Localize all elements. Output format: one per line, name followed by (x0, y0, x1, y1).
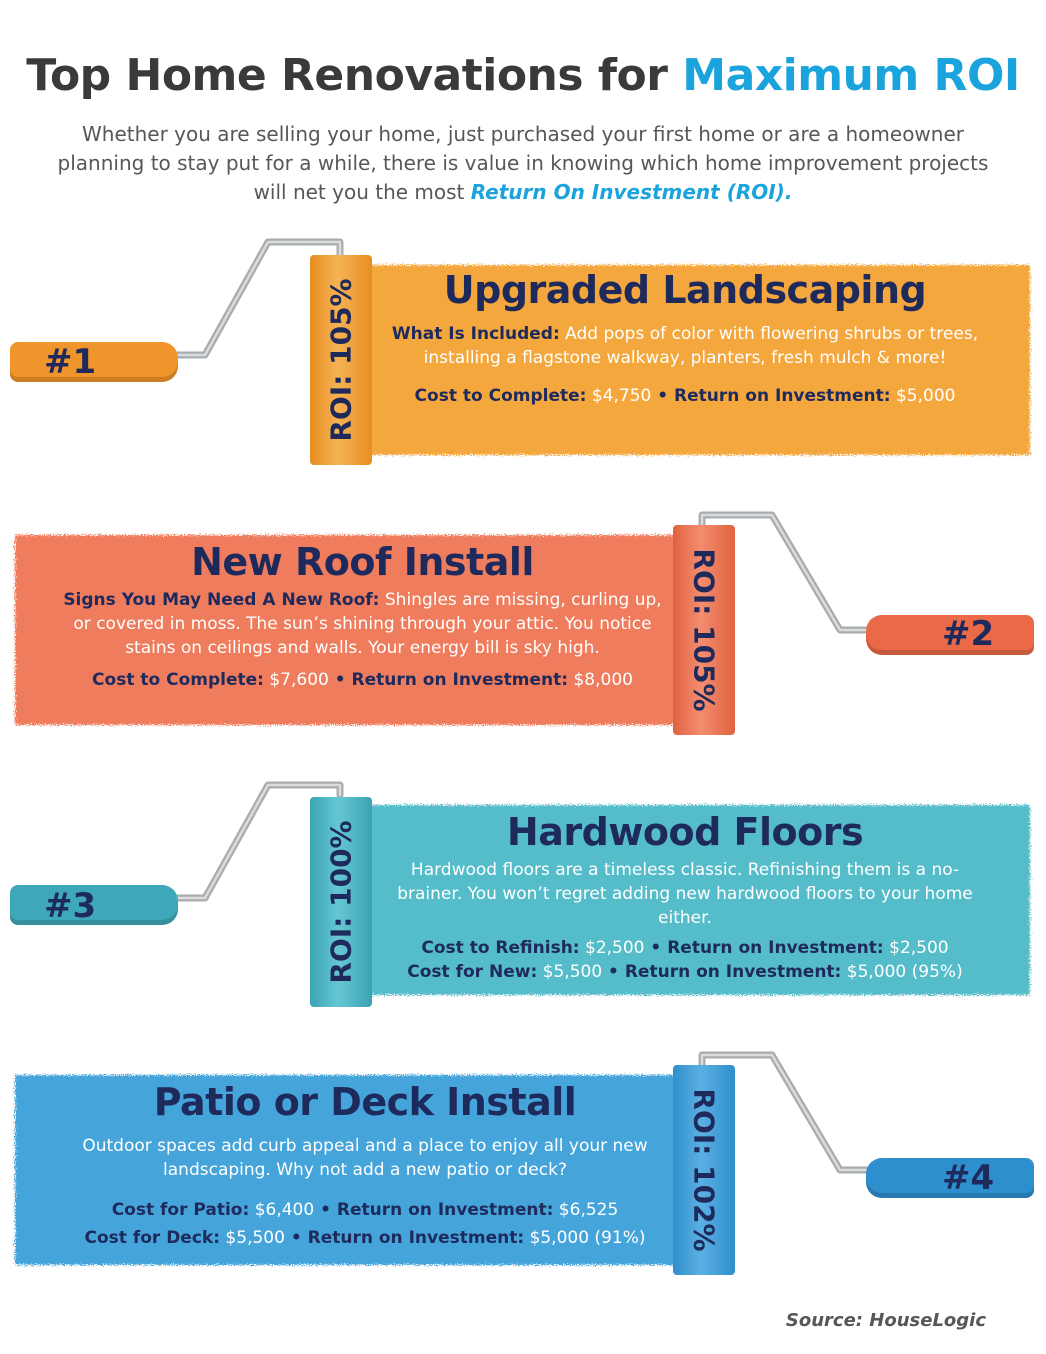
rank-label-2: #2 (942, 614, 995, 654)
description-text: Outdoor spaces add curb appeal and a place to enjoy all your new landscaping. Why not add a new patio or deck? (82, 1136, 648, 1180)
source-credit: Source: HouseLogic (785, 1310, 986, 1331)
description-text: Hardwood floors are a timeless classic. Refinishing them is a no-brainer. You won’t regret adding new hardwood floors to your home either. (397, 860, 973, 928)
cost-line: Cost for New: $5,500 • Return on Investment: $5,000 (95%) (407, 962, 963, 982)
card-description (60, 588, 665, 660)
intro-text: Whether you are selling your home, just purchased your first home or are a homeowner planning to stay put for a while, there is value in knowing which home improvement projects will net you the most (57, 122, 989, 204)
cost-line: Cost to Complete: $4,750 • Return on Investment: $5,000 (414, 386, 956, 406)
description-text: Add pops of color with flowering shrubs or trees, installing a flagstone walkway, planters, fresh mulch & more! (423, 324, 979, 368)
cost-line: Cost for Patio: $6,400 • Return on Investment: $6,525 (111, 1200, 619, 1220)
card-description (385, 322, 985, 370)
roi-label-1: ROI: 105% (324, 278, 358, 442)
title-accent: Maximum ROI (682, 50, 1020, 101)
roi-label-3: ROI: 100% (324, 820, 358, 984)
cost-line: Cost for Deck: $5,500 • Return on Investment: $5,000 (91%) (84, 1228, 646, 1248)
title-main: Top Home Renovations for (26, 50, 683, 101)
card-title: New Roof Install (191, 540, 534, 584)
roi-label-2: ROI: 105% (687, 548, 721, 712)
description-text: Shingles are missing, curling up, or covered in moss. The sun’s shining through your attic. You notice stains on ceilings and walls. Your energy bill is sky high. (73, 590, 662, 658)
roller-3 (310, 797, 372, 1007)
card-title: Upgraded Landscaping (443, 268, 927, 312)
cost-line: Cost to Refinish: $2,500 • Return on Investment: $2,500 (421, 938, 949, 958)
description-label: What Is Included: (391, 324, 560, 344)
card-roof (60, 540, 665, 692)
intro-accent: Return On Investment (ROI). (470, 180, 793, 204)
card-title: Hardwood Floors (506, 810, 864, 854)
roller-4 (673, 1065, 735, 1275)
description-label: Signs You May Need A New Roof: (63, 590, 380, 610)
cost-line: Cost to Complete: $7,600 • Return on Investment: $8,000 (92, 670, 633, 690)
roi-label-4: ROI: 102% (687, 1088, 721, 1252)
roller-1 (310, 255, 372, 465)
card-title: Patio or Deck Install (153, 1080, 577, 1124)
card-description (55, 1134, 675, 1182)
rank-label-1: #1 (44, 342, 97, 382)
card-description (380, 858, 990, 930)
rank-label-3: #3 (44, 886, 97, 926)
roller-2 (673, 525, 735, 735)
rank-label-4: #4 (942, 1158, 995, 1198)
card-patio-deck (55, 1080, 675, 1250)
card-landscaping (385, 268, 985, 408)
card-hardwood (380, 810, 990, 984)
